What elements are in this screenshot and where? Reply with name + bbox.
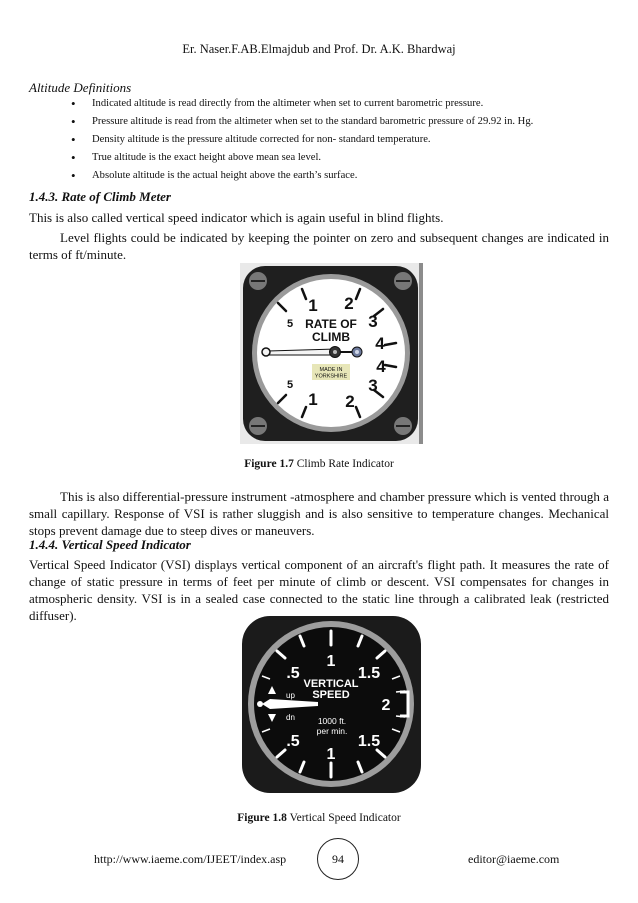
dial-number: 1 (326, 746, 336, 763)
dial-number: 2 (381, 697, 391, 714)
unit-label: per min. (316, 726, 348, 736)
badge-text: YORKSHIRE (314, 373, 348, 380)
up-label: up (286, 691, 295, 700)
dial-title: CLIMB (312, 330, 350, 344)
mounting-screw-icon (394, 272, 412, 290)
dial-number: 1 (308, 390, 318, 409)
dial-number: 1.5 (357, 733, 381, 750)
figure-caption-text: Vertical Speed Indicator (286, 812, 401, 824)
dial-number: 1 (326, 653, 336, 670)
dial-number: 3 (368, 312, 378, 331)
dn-label: dn (286, 713, 295, 722)
dial-number: 4 (376, 357, 386, 376)
rate-of-climb-gauge-figure (240, 263, 423, 444)
badge-text: MADE IN (319, 367, 343, 373)
dial-number: .5 (286, 733, 300, 750)
list-item: • Density altitude is the pressure altitude corrected for non- standard temperature. (29, 131, 533, 149)
dial-number: 2 (344, 294, 354, 313)
mounting-screw-icon (394, 417, 412, 435)
list-item: • True altitude is the exact height above mean sea level. (29, 149, 533, 167)
mounting-screw-icon (249, 417, 267, 435)
unit-label: 1000 ft. (317, 716, 347, 726)
dial-title: VERTICAL (303, 678, 359, 690)
figure-1-7-caption (0, 458, 638, 470)
page-number: 94 (317, 838, 359, 880)
altitude-definitions-title: Altitude Definitions (29, 80, 132, 95)
dial-title: SPEED (312, 689, 350, 701)
mounting-screw-icon (249, 272, 267, 290)
paragraph: Vertical Speed Indicator (VSI) displays vertical component of an aircraft's flight path. It measures the rate of change of static pressure in terms of feet per minute of climb or descent. VSI compensates for changes in atmospheric density. VSI is in a sealed case connected to the static line through a calibrated leak (restricted diffuser). (29, 557, 609, 623)
figure-caption-text: Climb Rate Indicator (293, 458, 394, 470)
list-item: • Indicated altitude is read directly from the altimeter when set to current barometric pressure. (29, 95, 533, 113)
figure-1-8-caption (0, 812, 638, 824)
vertical-speed-indicator-figure (240, 614, 423, 795)
altitude-definitions-list (29, 95, 533, 185)
section-heading-1-4-4: 1.4.4. Vertical Speed Indicator (29, 537, 191, 552)
dial-title: RATE OF (305, 317, 357, 331)
footer-url[interactable]: http://www.iaeme.com/IJEET/index.asp (94, 852, 287, 866)
dial-number: 1.5 (357, 665, 381, 682)
dial-number: 4 (375, 334, 385, 353)
paragraph: This is also differential-pressure instrument -atmosphere and chamber pressure which is vented through a small capillary. Response of VSI is rather sluggish and is also sensitive to temperature changes. Mechanical stops prevent damage due to steep dives or maneuvers. (29, 489, 609, 538)
dial-number: 1 (308, 296, 318, 315)
dial-number: 5 (286, 379, 294, 391)
paragraph: Level flights could be indicated by keeping the pointer on zero and subsequent changes are indicated in terms of ft/minute. (29, 230, 609, 262)
list-item: • Absolute altitude is the actual height above the earth’s surface. (29, 167, 533, 185)
dial-number: 2 (345, 392, 355, 411)
dial-number: 3 (368, 376, 378, 395)
dial-number: 5 (286, 318, 294, 330)
running-header: Er. Naser.F.AB.Elmajdub and Prof. Dr. A.K. Bhardwaj (182, 42, 456, 56)
figure-label: Figure 1.7 (244, 458, 294, 470)
dial-number: .5 (286, 665, 300, 682)
footer-email[interactable]: editor@iaeme.com (468, 852, 560, 866)
list-item: • Pressure altitude is read from the altimeter when set to the standard barometric pressure of 29.92 in. Hg. (29, 113, 533, 131)
figure-label: Figure 1.8 (237, 812, 287, 824)
section-heading-1-4-3: 1.4.3. Rate of Climb Meter (29, 189, 171, 204)
paragraph: This is also called vertical speed indicator which is again useful in blind flights. (29, 210, 444, 225)
